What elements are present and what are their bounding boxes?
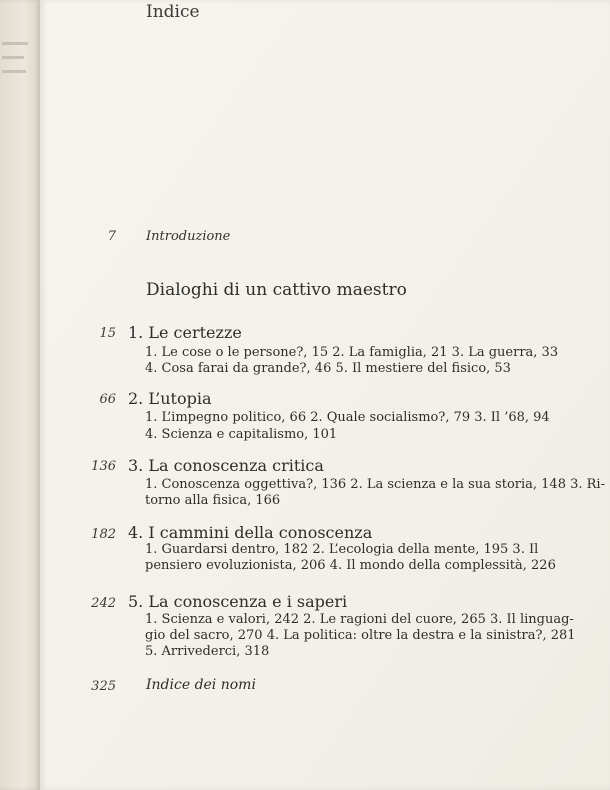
bleed-through-mark (2, 42, 28, 45)
chapter-title: 4. I cammini della conoscenza (128, 523, 373, 542)
subsection-line: pensiero evoluzionista, 206 4. Il mondo della complessità, 226 (145, 558, 556, 573)
chapter-title: 1. Le certezze (128, 323, 242, 342)
subsection-line: gio del sacro, 270 4. La politica: oltre la destra e la sinistra?, 281 (145, 628, 576, 643)
page-number: 66 (99, 392, 116, 407)
page-number: 136 (91, 459, 116, 474)
subsection-line: 4. Scienza e capitalismo, 101 (145, 427, 338, 442)
bleed-through-mark (2, 56, 24, 59)
chapter-title: 2. L’utopia (128, 389, 212, 408)
section-title-introduzione: Introduzione (146, 229, 231, 244)
subsection-line: 1. Scienza e valori, 242 2. Le ragioni del cuore, 265 3. Il linguag- (145, 612, 574, 627)
page-number: 15 (99, 326, 116, 341)
part-title: Dialoghi di un cattivo maestro (146, 280, 407, 300)
subsection-line: 1. Conoscenza oggettiva?, 136 2. La scienza e la sua storia, 148 3. Ri- (145, 477, 605, 492)
section-title-indice-dei-nomi: Indice dei nomi (146, 677, 256, 693)
subsection-line: torno alla fisica, 166 (145, 493, 281, 508)
subsection-line: 5. Arrivederci, 318 (145, 644, 270, 659)
facing-page-edge (0, 0, 40, 790)
subsection-line: 1. L’impegno politico, 66 2. Quale socialismo?, 79 3. Il ’68, 94 (145, 410, 550, 425)
subsection-line: 4. Cosa farai da grande?, 46 5. Il mestiere del fisico, 53 (145, 361, 511, 376)
contents-page (40, 0, 610, 790)
chapter-title: 5. La conoscenza e i saperi (128, 592, 348, 611)
bleed-through-mark (2, 70, 26, 73)
subsection-line: 1. Le cose o le persone?, 15 2. La famiglia, 21 3. La guerra, 33 (145, 345, 559, 360)
page-number: 325 (91, 679, 116, 694)
subsection-line: 1. Guardarsi dentro, 182 2. L’ecologia della mente, 195 3. Il (145, 542, 539, 557)
chapter-title: 3. La conoscenza critica (128, 456, 324, 475)
running-head: Indice (146, 2, 200, 22)
page-number: 182 (91, 527, 116, 542)
page-number: 7 (107, 229, 116, 244)
page-number: 242 (91, 596, 116, 611)
